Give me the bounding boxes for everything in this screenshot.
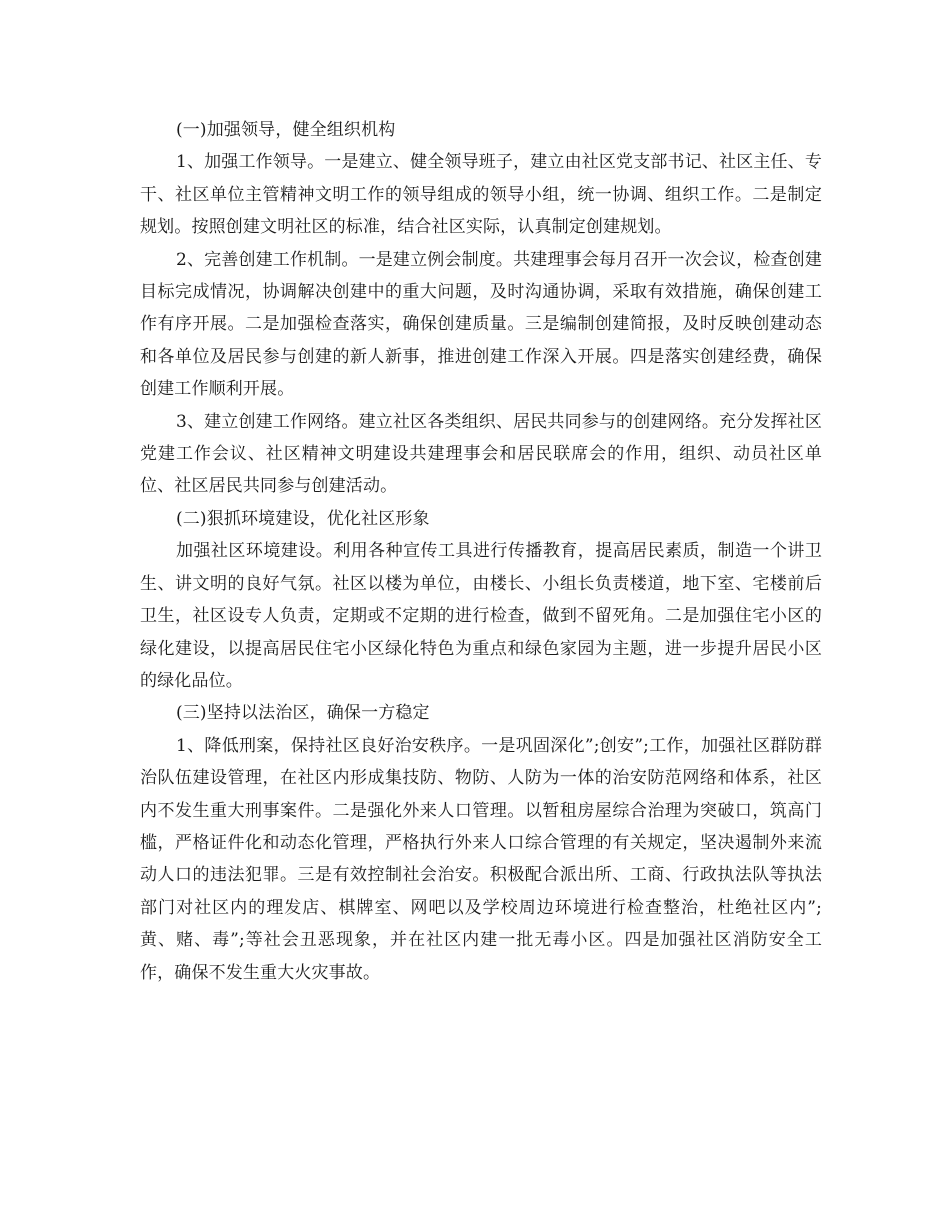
section-heading-1: (一)加强领导，健全组织机构 (176, 120, 396, 140)
section-heading-2: (二)狠抓环境建设，优化社区形象 (176, 508, 430, 529)
paragraph-1-1: 1、加强工作领导。一是建立、健全领导班子，建立由社区党支部书记、社区主任、专干、社区单位主管精神文明工作的领导组成的领导小组，统一协调、组织工作。二是制定规划。按照创建文明社区的标准，结合社区实际，认真制定创建规划。 (140, 152, 822, 238)
paragraph-1-2: 2、完善创建工作机制。一是建立例会制度。共建理事会每月召开一次会议，检查创建目标完成情况，协调解决创建中的重大问题，及时沟通协调，采取有效措施，确保创建工作有序开展。二是加强检查落实，确保创建质量。三是编制创建简报，及时反映创建动态和各单位及居民参与创建的新人新事，推进创建工作深入开展。四是落实创建经费，确保创建工作顺利开展。 (140, 249, 822, 400)
paragraph-2-1: 加强社区环境建设。利用各种宣传工具进行传播教育，提高居民素质，制造一个讲卫生、讲文明的良好气氛。社区以楼为单位，由楼长、小组长负责楼道，地下室、宅楼前后卫生，社区设专人负责，定期或不定期的进行检查，做到不留死角。二是加强住宅小区的绿化建设，以提高居民住宅小区绿化特色为重点和绿色家园为主题，进一步提升居民小区的绿化品位。 (140, 541, 822, 691)
document-body (140, 114, 822, 989)
paragraph-3-1: 1、降低刑案，保持社区良好治安秩序。一是巩固深化”;创安”;工作，加强社区群防群治队伍建设管理，在社区内形成集技防、物防、人防为一体的治安防范网络和体系，社区内不发生重大刑事案件。二是强化外来人口管理。以暂租房屋综合治理为突破口，筑高门槛，严格证件化和动态化管理，严格执行外来人口综合管理的有关规定，坚决遏制外来流动人口的违法犯罪。三是有效控制社会治安。积极配合派出所、工商、行政执法队等执法部门对社区内的理发店、棋牌室、网吧以及学校周边环境进行检查整治，杜绝社区内”;黄、赌、毒”;等社会丑恶现象，并在社区内建一批无毒小区。四是加强社区消防安全工作，确保不发生重大火灾事故。 (140, 735, 822, 983)
paragraph-1-3: 3、建立创建工作网络。建立社区各类组织、居民共同参与的创建网络。充分发挥社区党建工作会议、社区精神文明建设共建理事会和居民联席会的作用，组织、动员社区单位、社区居民共同参与创建活动。 (140, 411, 822, 497)
section-heading-3: (三)坚持以法治区，确保一方稳定 (176, 703, 430, 724)
